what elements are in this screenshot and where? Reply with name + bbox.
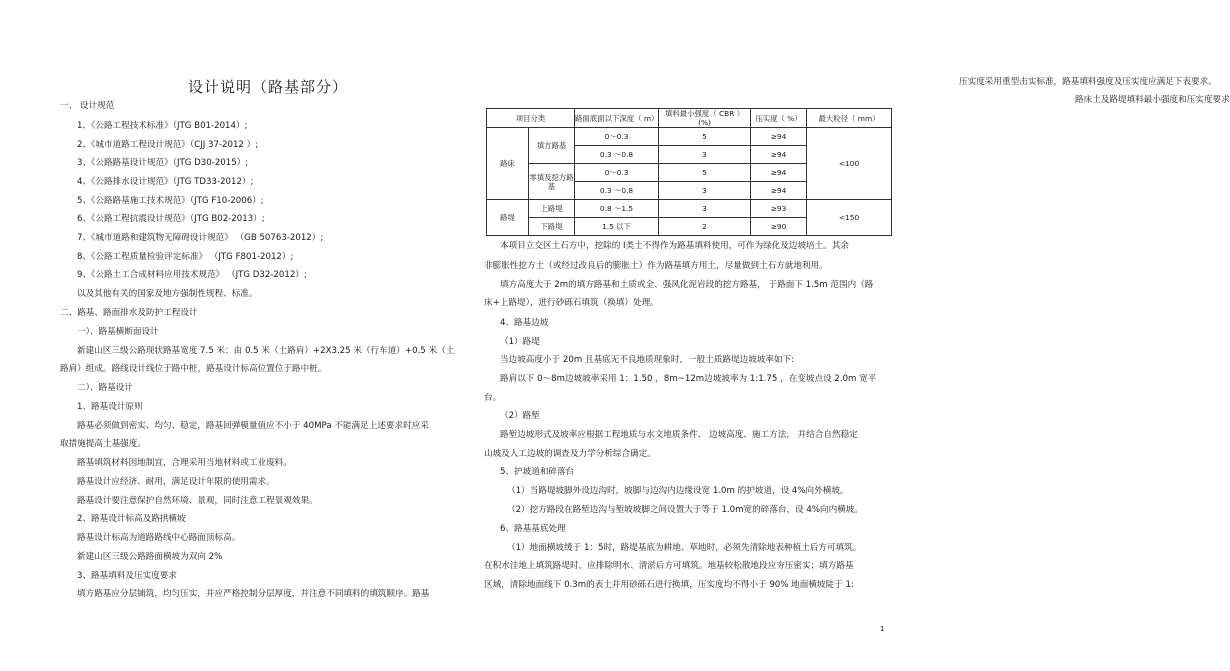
right-text-line: 4、路基边坡 — [500, 318, 549, 328]
sub-xialuti: 下路堤 — [529, 218, 575, 236]
table-title: 路床土及路堤填料最小强度和压实度要求 — [1075, 95, 1230, 105]
page-number: 1 — [880, 625, 885, 633]
th-depth: 路面底面以下深度（ m） — [575, 109, 659, 128]
cell-cbr: 3 — [659, 182, 751, 200]
right-text-line: 台。 — [484, 393, 502, 403]
cell-depth: 0.3 ～0.8 — [575, 146, 659, 164]
cell-compaction: ≥94 — [751, 146, 807, 164]
left-text-line: 填方路基应分层铺筑，均匀压实，并应严格控制分层厚度，并注意不同填料的填筑顺序。路基 — [77, 589, 430, 599]
left-text-line: 3、《公路路基设计规范》（JTG D30-2015）; — [77, 158, 249, 168]
left-text-line: 路基设计标高为道路路线中心路面顶标高。 — [77, 533, 241, 543]
group-luchuang: 路床 — [487, 128, 529, 200]
left-text-line: 取措施提高土基强度。 — [60, 439, 146, 449]
cell-cbr: 2 — [659, 218, 751, 236]
max-luti: <150 — [807, 200, 892, 236]
left-text-line: 路肩）组成。路线设计线位于路中桩，路基设计标高位置位于路中桩。 — [60, 364, 327, 374]
max-luchuang: <100 — [807, 128, 892, 200]
th-cbr: 填料最小强度（ CBR ）(%) — [659, 109, 751, 128]
right-text-line: 本项目立交区土石方中，挖除的 Ⅰ类土不得作为路基填料使用，可作为绿化及边坡培土。其余 — [500, 241, 850, 251]
left-text-line: 新建山区三级公路路面横坡为双向 2% — [77, 552, 223, 562]
left-text-line: 3、路基填料及压实度要求 — [77, 571, 177, 581]
left-text-line: 路基设计应经济、耐用，满足设计年限的使用需求。 — [77, 477, 275, 487]
cell-cbr: 3 — [659, 200, 751, 218]
right-text-line: 当边坡高度小于 20m 且基底无不良地质现象时，一般土质路堤边坡坡率如下: — [500, 355, 795, 365]
spec-table — [486, 108, 892, 236]
cell-depth: 0～0.3 — [575, 164, 659, 182]
left-text-line: 二）、路基设计 — [77, 383, 133, 393]
left-text-line: 5、《公路路基施工技术规范》（JTG F10-2006）; — [77, 196, 264, 206]
page-title: 设计说明（路基部分） — [188, 78, 349, 96]
right-text-line: （2）路堑 — [500, 411, 540, 421]
right-text-line: 在积水洼地上填筑路堤时，应排除明水、清淤后方可填筑。地基较松散地段应夯压密实；填方路基 — [484, 561, 854, 571]
left-text-line: 9、《公路土工合成材料应用技术规范》 （JTG D32-2012）; — [77, 270, 307, 280]
right-text-line: 非膨胀性挖方土（或经过改良后的膨胀土）作为路基填方用土，尽量做到土石方就地利用。 — [484, 261, 828, 271]
right-text-line: 山坡及人工边坡的调查及力学分析综合确定。 — [484, 449, 656, 459]
left-text-line: 6、《公路工程抗震设计规范》（JTG B02-2013）; — [77, 214, 265, 224]
left-text-line: 1、《公路工程技术标准》（JTG B01-2014）; — [77, 121, 248, 131]
sub-shangluti: 上路堤 — [529, 200, 575, 218]
left-text-line: 一、 设计规范 — [60, 101, 115, 111]
table-row — [487, 200, 892, 218]
left-text-line: 路基设计要注意保护自然环境、景观，同时注意工程景观效果。 — [77, 496, 318, 506]
th-max-size: 最大粒径（ mm） — [807, 109, 892, 128]
cell-depth: 0.3 ～0.8 — [575, 182, 659, 200]
left-text-line: 以及其他有关的国家及地方强制性规程、标准。 — [77, 289, 258, 299]
left-text-line: 路基填筑材料因地制宜，合理采用当地材料或工业废料。 — [77, 458, 292, 468]
left-text-line: 2、《城市道路工程设计规范》（CJJ 37-2012 ）; — [77, 140, 259, 150]
left-text-line: 新建山区三级公路现状路基宽度 7.5 米：由 0.5 米（土路肩）+2X3.25 米（行车道）+0.5 米（土 — [77, 346, 455, 356]
cell-cbr: 5 — [659, 164, 751, 182]
group-luti: 路堤 — [487, 200, 529, 236]
right-text-line: （1）当路堤坡脚外设边沟时，坡脚与边沟内边缘设宽 1.0m 的护坡道，设 4%向外横坡。 — [507, 486, 849, 496]
left-text-line: 2、路基设计标高及路拱横坡 — [77, 514, 186, 524]
right-text-line: （1）地面横坡缓于 1：5时，路堤基底为耕地、草地时，必须先清除地表种植土后方可填筑。 — [507, 543, 862, 553]
right-text-line: （1）路堤 — [500, 337, 540, 347]
sub-lingtian: 零填及挖方路基 — [529, 164, 575, 200]
right-text-line: 路肩以下 0～8m边坡坡率采用 1：1.50 ，8m~12m边坡坡率为 1:1.75 ，在变坡点设 2.0m 宽平 — [500, 374, 877, 384]
cell-depth: 0.8 ～1.5 — [575, 200, 659, 218]
left-text-line: 一）、路基横断面设计 — [77, 327, 159, 337]
cell-depth: 1.5 以下 — [575, 218, 659, 236]
th-category: 项目分类 — [487, 109, 575, 128]
sub-tianfang: 填方路基 — [529, 128, 575, 164]
right-text-line: 6、路基基底处理 — [500, 524, 566, 534]
left-text-line: 8、《公路工程质量检验评定标准》 （JTG F801-2012）; — [77, 252, 294, 262]
cell-compaction: ≥94 — [751, 164, 807, 182]
table-row — [487, 128, 892, 146]
cell-cbr: 3 — [659, 146, 751, 164]
right-text-line: 填方高度大于 2m的填方路基和土质或全、强风化泥岩段的挖方路基， 于路面下 1.5m 范围内（路 — [500, 280, 874, 290]
cell-depth: 0～0.3 — [575, 128, 659, 146]
left-text-line: 路基必须做到密实、均匀、稳定，路基回弹模量值应不小于 40MPa 不能满足上述要求时应采 — [77, 421, 429, 431]
right-text-line: 5、护坡道和碎落台 — [500, 467, 575, 477]
cell-cbr: 5 — [659, 128, 751, 146]
right-intro-line: 压实度采用重型击实标准，路基填料强度及压实度应满足下表要求。 — [959, 77, 1217, 87]
left-text-line: 1、路基设计原则 — [77, 402, 143, 412]
left-text-line: 7、《城市道路和建筑物无障碍设计规范》 （GB 50763-2012）; — [77, 233, 324, 243]
right-text-line: 路堑边坡形式及坡率应根据工程地质与水文地质条件、 边坡高度、施工方法， 并结合自然稳定 — [500, 430, 858, 440]
cell-compaction: ≥93 — [751, 200, 807, 218]
table-header-row — [487, 109, 892, 128]
th-compaction: 压实度（ %） — [751, 109, 807, 128]
right-text-line: 区域，清除地面线下 0.3m的表土并用砂砾石进行换填，压实度均不得小于 90% 地面横坡陡于 1: — [484, 580, 854, 590]
right-text-line: 床+上路堤），进行砂砾石填筑（换填）处理。 — [484, 298, 659, 308]
left-text-line: 4、《公路排水设计规范》（JTG TD33-2012）; — [77, 177, 254, 187]
left-text-line: 二、路基、路面排水及防护工程设计 — [60, 308, 198, 318]
cell-compaction: ≥94 — [751, 182, 807, 200]
cell-compaction: ≥90 — [751, 218, 807, 236]
cell-compaction: ≥94 — [751, 128, 807, 146]
right-text-line: （2）挖方路段在路堑边沟与堑坡坡脚之间设置大于等于 1.0m宽的碎落台，设 4%向内横坡。 — [507, 505, 863, 515]
